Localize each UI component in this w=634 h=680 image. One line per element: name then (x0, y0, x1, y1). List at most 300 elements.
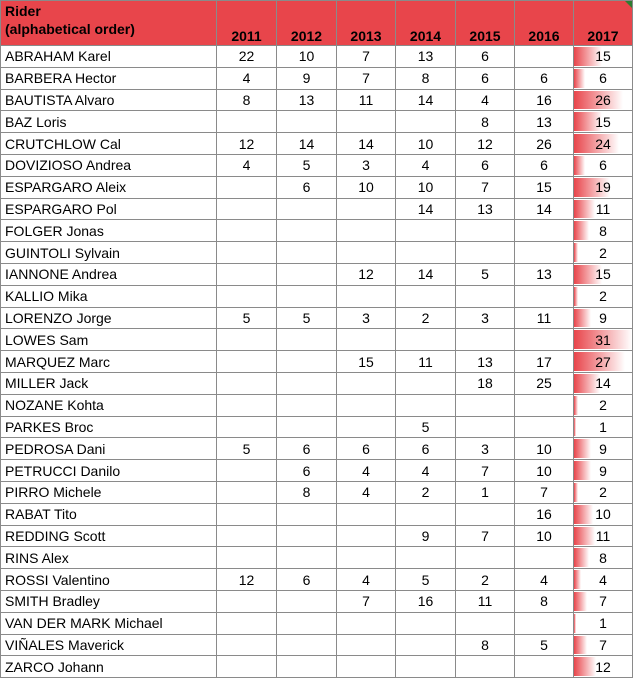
cell-2014[interactable]: 5 (396, 416, 456, 438)
cell-2016[interactable]: 5 (515, 634, 574, 656)
data-bar (574, 439, 591, 458)
cell-2013[interactable] (337, 198, 396, 220)
rider-name-cell[interactable]: BARBERA Hector (1, 67, 217, 89)
cell-2014[interactable]: 2 (396, 481, 456, 503)
cell-2013[interactable] (337, 242, 396, 264)
cell-2015[interactable]: 6 (456, 154, 515, 176)
cell-value: 7 (599, 593, 607, 610)
cell-2012[interactable] (277, 590, 337, 612)
cell-2011[interactable] (217, 220, 277, 242)
cell-value: 14 (595, 375, 611, 392)
cell-2015[interactable]: 7 (456, 460, 515, 482)
cell-2012[interactable] (277, 329, 337, 351)
cell-2017-databar[interactable] (574, 176, 633, 198)
cell-2016[interactable]: 26 (515, 133, 574, 155)
rider-column-header[interactable] (1, 1, 217, 46)
cell-2013[interactable]: 7 (337, 46, 396, 68)
cell-2013[interactable] (337, 111, 396, 133)
cell-2011[interactable]: 5 (217, 438, 277, 460)
cell-2012[interactable] (277, 111, 337, 133)
cell-2013[interactable]: 4 (337, 481, 396, 503)
cell-2017-databar[interactable] (574, 133, 633, 155)
cell-2012[interactable] (277, 416, 337, 438)
table-row (1, 176, 633, 198)
rider-name-cell[interactable]: FOLGER Jonas (1, 220, 217, 242)
cell-2013[interactable] (337, 416, 396, 438)
cell-2017-databar[interactable] (574, 285, 633, 307)
cell-2014[interactable]: 16 (396, 590, 456, 612)
cell-2011[interactable] (217, 590, 277, 612)
cell-2017-databar[interactable] (574, 612, 633, 634)
cell-2014[interactable]: 4 (396, 460, 456, 482)
cell-2012[interactable]: 14 (277, 133, 337, 155)
cell-value: 8 (599, 222, 607, 239)
cell-2017-databar[interactable] (574, 394, 633, 416)
cell-2015[interactable]: 7 (456, 525, 515, 547)
cell-2016[interactable] (515, 285, 574, 307)
cell-2015[interactable]: 3 (456, 438, 515, 460)
cell-2015[interactable] (456, 394, 515, 416)
cell-2011[interactable] (217, 372, 277, 394)
cell-value: 6 (599, 70, 607, 87)
cell-2014[interactable]: 11 (396, 351, 456, 373)
rider-name-cell[interactable]: LOWES Sam (1, 329, 217, 351)
cell-2017-databar[interactable] (574, 503, 633, 525)
cell-2014[interactable]: 14 (396, 198, 456, 220)
table-body (1, 46, 633, 678)
table-row (1, 329, 633, 351)
table-row (1, 460, 633, 482)
rider-name-cell[interactable]: MILLER Jack (1, 372, 217, 394)
cell-2012[interactable]: 6 (277, 438, 337, 460)
cell-2017-databar[interactable] (574, 569, 633, 591)
data-bar (574, 548, 589, 567)
cell-value: 2 (599, 244, 607, 261)
cell-value: 9 (599, 440, 607, 457)
cell-2014[interactable] (396, 372, 456, 394)
cell-2015[interactable]: 1 (456, 481, 515, 503)
cell-2015[interactable]: 2 (456, 569, 515, 591)
cell-2017-databar[interactable] (574, 67, 633, 89)
table-row (1, 394, 633, 416)
cell-2016[interactable] (515, 547, 574, 569)
rider-name-cell[interactable]: REDDING Scott (1, 525, 217, 547)
rider-name-cell[interactable]: VAN DER MARK Michael (1, 612, 217, 634)
rider-name-cell[interactable]: ABRAHAM Karel (1, 46, 217, 68)
rider-name-cell[interactable]: PEDROSA Dani (1, 438, 217, 460)
rider-name-cell[interactable]: ZARCO Johann (1, 656, 217, 678)
cell-2017-databar[interactable] (574, 242, 633, 264)
cell-2017-databar[interactable] (574, 329, 633, 351)
data-bar (574, 243, 578, 262)
cell-2011[interactable] (217, 612, 277, 634)
rider-name-cell[interactable]: KALLIO Mika (1, 285, 217, 307)
cell-2016[interactable]: 25 (515, 372, 574, 394)
cell-2011[interactable] (217, 198, 277, 220)
rider-name-cell[interactable]: MARQUEZ Marc (1, 351, 217, 373)
rider-name-cell[interactable]: VIÑALES Maverick (1, 634, 217, 656)
cell-2015[interactable]: 8 (456, 111, 515, 133)
rider-name-cell[interactable]: CRUTCHLOW Cal (1, 133, 217, 155)
cell-2015[interactable]: 13 (456, 198, 515, 220)
cell-2012[interactable]: 10 (277, 46, 337, 68)
data-bar (574, 505, 593, 524)
cell-2016[interactable]: 10 (515, 460, 574, 482)
cell-2015[interactable]: 12 (456, 133, 515, 155)
cell-2011[interactable] (217, 242, 277, 264)
cell-2015[interactable] (456, 612, 515, 634)
table-row (1, 111, 633, 133)
cell-2011[interactable]: 5 (217, 307, 277, 329)
cell-value: 24 (595, 135, 611, 152)
cell-2017-databar[interactable] (574, 198, 633, 220)
cell-2016[interactable] (515, 394, 574, 416)
cell-value: 2 (599, 484, 607, 501)
table-row (1, 285, 633, 307)
data-bar (574, 221, 589, 240)
cell-2014[interactable] (396, 285, 456, 307)
cell-2012[interactable] (277, 263, 337, 285)
cell-2011[interactable]: 12 (217, 569, 277, 591)
cell-2015[interactable]: 3 (456, 307, 515, 329)
cell-2013[interactable]: 12 (337, 263, 396, 285)
cell-2012[interactable] (277, 198, 337, 220)
cell-2016[interactable]: 13 (515, 111, 574, 133)
cell-2017-databar[interactable] (574, 525, 633, 547)
cell-2011[interactable] (217, 176, 277, 198)
cell-2015[interactable]: 11 (456, 590, 515, 612)
data-bar (574, 287, 578, 306)
cell-2017-databar[interactable] (574, 372, 633, 394)
cell-2015[interactable] (456, 416, 515, 438)
cell-2017-databar[interactable] (574, 307, 633, 329)
cell-2013[interactable] (337, 503, 396, 525)
cell-2016[interactable]: 11 (515, 307, 574, 329)
cell-2017-databar[interactable] (574, 263, 633, 285)
rider-name-cell[interactable]: LORENZO Jorge (1, 307, 217, 329)
cell-2014[interactable]: 8 (396, 67, 456, 89)
cell-2011[interactable] (217, 481, 277, 503)
cell-2011[interactable]: 12 (217, 133, 277, 155)
table-row (1, 525, 633, 547)
cell-2015[interactable] (456, 329, 515, 351)
cell-2013[interactable]: 3 (337, 307, 396, 329)
cell-2016[interactable]: 13 (515, 263, 574, 285)
cell-2015[interactable]: 6 (456, 67, 515, 89)
cell-2013[interactable]: 7 (337, 590, 396, 612)
cell-2012[interactable] (277, 220, 337, 242)
cell-2017-databar[interactable] (574, 154, 633, 176)
table-row (1, 154, 633, 176)
cell-2014[interactable]: 14 (396, 263, 456, 285)
cell-2017-databar[interactable] (574, 634, 633, 656)
cell-2016[interactable]: 10 (515, 438, 574, 460)
cell-2014[interactable] (396, 242, 456, 264)
cell-2014[interactable]: 13 (396, 46, 456, 68)
cell-2016[interactable]: 17 (515, 351, 574, 373)
cell-2013[interactable] (337, 634, 396, 656)
cell-2014[interactable]: 10 (396, 133, 456, 155)
table-row (1, 220, 633, 242)
cell-2012[interactable] (277, 372, 337, 394)
cell-2012[interactable] (277, 394, 337, 416)
cell-2015[interactable] (456, 242, 515, 264)
cell-2013[interactable]: 11 (337, 89, 396, 111)
cell-2011[interactable]: 4 (217, 67, 277, 89)
cell-2011[interactable]: 4 (217, 154, 277, 176)
cell-2014[interactable]: 4 (396, 154, 456, 176)
rider-name-cell[interactable]: PIRRO Michele (1, 481, 217, 503)
cell-2017-databar[interactable] (574, 351, 633, 373)
cell-2017-databar[interactable] (574, 438, 633, 460)
cell-2014[interactable] (396, 503, 456, 525)
cell-2012[interactable] (277, 656, 337, 678)
cell-2014[interactable]: 10 (396, 176, 456, 198)
table-row (1, 133, 633, 155)
cell-2017-databar[interactable] (574, 460, 633, 482)
cell-value: 4 (599, 571, 607, 588)
cell-2013[interactable]: 6 (337, 438, 396, 460)
cell-2013[interactable] (337, 656, 396, 678)
cell-2016[interactable]: 4 (515, 569, 574, 591)
cell-2016[interactable] (515, 242, 574, 264)
cell-2011[interactable] (217, 263, 277, 285)
year-header-2015[interactable]: 2015 (456, 1, 515, 46)
cell-2015[interactable] (456, 547, 515, 569)
cell-2011[interactable] (217, 460, 277, 482)
table-header (1, 1, 633, 46)
cell-2014[interactable] (396, 220, 456, 242)
cell-2017-databar[interactable] (574, 220, 633, 242)
cell-value: 15 (595, 113, 611, 130)
rider-name-cell[interactable]: NOZANE Kohta (1, 394, 217, 416)
cell-value: 1 (599, 615, 607, 632)
cell-2011[interactable] (217, 656, 277, 678)
cell-2011[interactable] (217, 394, 277, 416)
cell-value: 26 (595, 91, 611, 108)
cell-2013[interactable] (337, 372, 396, 394)
table-row (1, 481, 633, 503)
cell-2012[interactable] (277, 612, 337, 634)
cell-value: 9 (599, 462, 607, 479)
cell-value: 7 (599, 636, 607, 653)
cell-2017-databar[interactable] (574, 547, 633, 569)
cell-2016[interactable]: 6 (515, 154, 574, 176)
year-header-2011[interactable]: 2011 (217, 1, 277, 46)
comment-indicator-icon (625, 1, 632, 8)
cell-2011[interactable] (217, 351, 277, 373)
year-header-2016[interactable]: 2016 (515, 1, 574, 46)
table-row (1, 89, 633, 111)
cell-2017-databar[interactable] (574, 46, 633, 68)
cell-value: 2 (599, 397, 607, 414)
rider-name-cell[interactable]: BAZ Loris (1, 111, 217, 133)
cell-2011[interactable] (217, 525, 277, 547)
cell-2012[interactable]: 5 (277, 307, 337, 329)
table-row (1, 612, 633, 634)
cell-2015[interactable] (456, 285, 515, 307)
cell-2014[interactable] (396, 547, 456, 569)
cell-2017-databar[interactable] (574, 590, 633, 612)
cell-2013[interactable]: 4 (337, 460, 396, 482)
cell-2015[interactable]: 18 (456, 372, 515, 394)
cell-value: 15 (595, 48, 611, 65)
cell-2017-databar[interactable] (574, 656, 633, 678)
cell-2013[interactable]: 7 (337, 67, 396, 89)
cell-2016[interactable] (515, 220, 574, 242)
data-bar (574, 309, 591, 328)
cell-2014[interactable]: 2 (396, 307, 456, 329)
cell-2012[interactable] (277, 285, 337, 307)
cell-2015[interactable]: 6 (456, 46, 515, 68)
cell-2013[interactable]: 4 (337, 569, 396, 591)
table-row (1, 307, 633, 329)
cell-2016[interactable]: 16 (515, 89, 574, 111)
cell-2016[interactable]: 14 (515, 198, 574, 220)
cell-2016[interactable]: 10 (515, 525, 574, 547)
cell-2013[interactable]: 10 (337, 176, 396, 198)
cell-2013[interactable]: 3 (337, 154, 396, 176)
data-bar (574, 483, 578, 502)
cell-2014[interactable]: 14 (396, 89, 456, 111)
data-bar (574, 461, 591, 480)
cell-2013[interactable] (337, 394, 396, 416)
cell-2013[interactable] (337, 285, 396, 307)
cell-2011[interactable] (217, 503, 277, 525)
rider-name-cell[interactable]: RABAT Tito (1, 503, 217, 525)
cell-2015[interactable] (456, 656, 515, 678)
cell-2012[interactable]: 9 (277, 67, 337, 89)
cell-2015[interactable]: 4 (456, 89, 515, 111)
cell-2016[interactable]: 16 (515, 503, 574, 525)
cell-2012[interactable]: 6 (277, 460, 337, 482)
cell-2011[interactable] (217, 285, 277, 307)
cell-2012[interactable] (277, 351, 337, 373)
rider-header-title: Rider (5, 3, 41, 19)
cell-2013[interactable] (337, 220, 396, 242)
year-header-2017[interactable] (574, 1, 633, 46)
cell-2014[interactable] (396, 656, 456, 678)
cell-2017-databar[interactable] (574, 416, 633, 438)
cell-2016[interactable] (515, 416, 574, 438)
data-bar (574, 592, 587, 611)
table-row (1, 569, 633, 591)
cell-2014[interactable] (396, 394, 456, 416)
cell-2017-databar[interactable] (574, 111, 633, 133)
cell-2015[interactable]: 5 (456, 263, 515, 285)
cell-2011[interactable]: 22 (217, 46, 277, 68)
cell-2013[interactable] (337, 329, 396, 351)
cell-2017-databar[interactable] (574, 481, 633, 503)
cell-2013[interactable] (337, 612, 396, 634)
cell-2013[interactable]: 14 (337, 133, 396, 155)
cell-2012[interactable] (277, 634, 337, 656)
cell-2017-databar[interactable] (574, 89, 633, 111)
rider-name-cell[interactable]: BAUTISTA Alvaro (1, 89, 217, 111)
cell-2012[interactable] (277, 547, 337, 569)
rider-name-cell[interactable]: PETRUCCI Danilo (1, 460, 217, 482)
cell-2011[interactable] (217, 634, 277, 656)
data-bar (574, 570, 581, 589)
cell-2012[interactable] (277, 503, 337, 525)
header-row (1, 1, 633, 46)
year-header-2014[interactable]: 2014 (396, 1, 456, 46)
cell-2011[interactable] (217, 111, 277, 133)
cell-2016[interactable] (515, 329, 574, 351)
cell-2014[interactable]: 9 (396, 525, 456, 547)
cell-2012[interactable]: 6 (277, 176, 337, 198)
rider-name-cell[interactable]: ROSSI Valentino (1, 569, 217, 591)
cell-2013[interactable]: 15 (337, 351, 396, 373)
cell-2012[interactable]: 8 (277, 481, 337, 503)
rider-name-cell[interactable]: ESPARGARO Aleix (1, 176, 217, 198)
cell-value: 11 (595, 527, 611, 544)
rider-name-cell[interactable]: PARKES Broc (1, 416, 217, 438)
cell-2013[interactable] (337, 547, 396, 569)
data-bar (574, 657, 596, 676)
cell-2015[interactable]: 8 (456, 634, 515, 656)
cell-2012[interactable]: 6 (277, 569, 337, 591)
cell-2014[interactable] (396, 329, 456, 351)
cell-2015[interactable] (456, 220, 515, 242)
cell-2014[interactable]: 6 (396, 438, 456, 460)
cell-2016[interactable]: 8 (515, 590, 574, 612)
rider-name-cell[interactable]: GUINTOLI Sylvain (1, 242, 217, 264)
rider-name-cell[interactable]: IANNONE Andrea (1, 263, 217, 285)
table-row (1, 416, 633, 438)
cell-2014[interactable]: 5 (396, 569, 456, 591)
cell-2016[interactable] (515, 46, 574, 68)
year-header-2012[interactable]: 2012 (277, 1, 337, 46)
cell-2015[interactable]: 13 (456, 351, 515, 373)
year-header-2013[interactable]: 2013 (337, 1, 396, 46)
data-bar (574, 614, 576, 633)
cell-2012[interactable] (277, 242, 337, 264)
cell-2014[interactable] (396, 634, 456, 656)
table-row (1, 351, 633, 373)
cell-2015[interactable]: 7 (456, 176, 515, 198)
table-row (1, 547, 633, 569)
cell-2016[interactable]: 6 (515, 67, 574, 89)
cell-2016[interactable]: 15 (515, 176, 574, 198)
cell-2012[interactable] (277, 525, 337, 547)
cell-2011[interactable] (217, 416, 277, 438)
table-row (1, 263, 633, 285)
cell-2012[interactable]: 13 (277, 89, 337, 111)
cell-2014[interactable] (396, 111, 456, 133)
cell-2014[interactable] (396, 612, 456, 634)
rider-name-cell[interactable]: DOVIZIOSO Andrea (1, 154, 217, 176)
table-row (1, 590, 633, 612)
rider-name-cell[interactable]: RINS Alex (1, 547, 217, 569)
cell-2011[interactable] (217, 547, 277, 569)
cell-2016[interactable] (515, 612, 574, 634)
table-row (1, 634, 633, 656)
cell-2016[interactable] (515, 656, 574, 678)
cell-value: 27 (595, 353, 611, 370)
cell-2012[interactable]: 5 (277, 154, 337, 176)
cell-2011[interactable] (217, 329, 277, 351)
cell-2011[interactable]: 8 (217, 89, 277, 111)
cell-value: 12 (595, 658, 611, 675)
rider-name-cell[interactable]: ESPARGARO Pol (1, 198, 217, 220)
cell-2016[interactable]: 7 (515, 481, 574, 503)
rider-name-cell[interactable]: SMITH Bradley (1, 590, 217, 612)
table-row (1, 46, 633, 68)
year-header-2017-label: 2017 (587, 28, 619, 44)
cell-2013[interactable] (337, 525, 396, 547)
cell-2015[interactable] (456, 503, 515, 525)
